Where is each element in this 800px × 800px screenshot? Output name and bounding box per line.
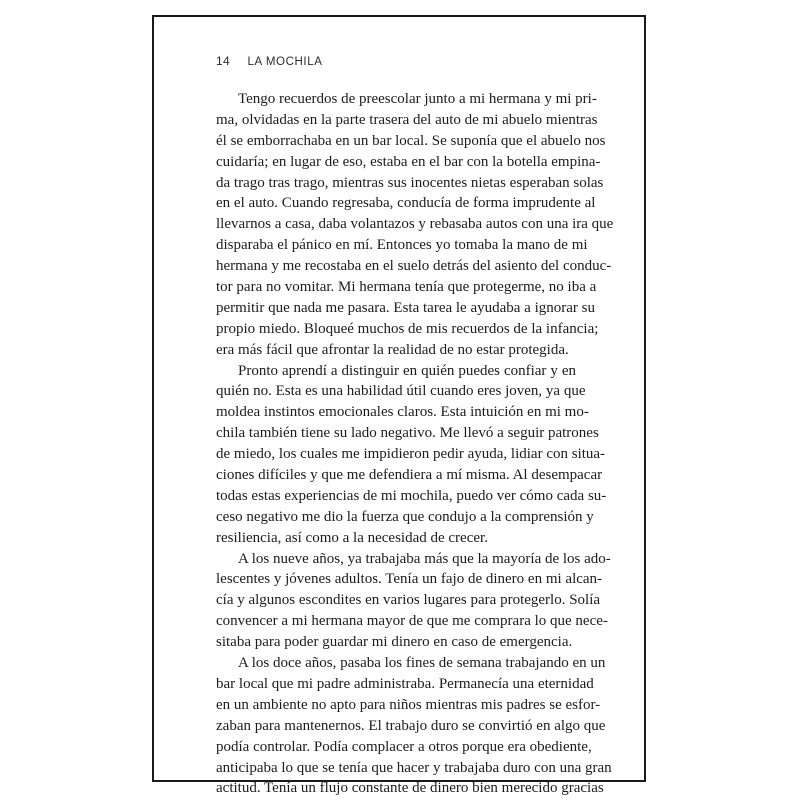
- text-line: era más fácil que afrontar la realidad de no estar protegida.: [216, 341, 569, 358]
- text-line: A los nueve años, ya trabajaba más que la mayoría de los ado-: [238, 550, 611, 567]
- text-line: podía controlar. Podía complacer a otros porque era obediente,: [216, 738, 592, 755]
- text-line: chila también tiene su lado negativo. Me llevó a seguir patrones: [216, 425, 599, 442]
- text-line: hermana y me recostaba en el suelo detrás del asiento del conduc-: [216, 258, 612, 275]
- text-line: ma, olvidadas en la parte trasera del auto de mi abuelo mientras: [216, 111, 598, 128]
- text-line: disparaba el pánico en mí. Entonces yo tomaba la mano de mi: [216, 237, 588, 254]
- text-line: en un ambiente no apto para niños mientras mis padres se esfor-: [216, 696, 601, 713]
- book-title: LA MOCHILA: [247, 56, 323, 68]
- text-line: cuidaría; en lugar de eso, estaba en el bar con la botella empina-: [216, 153, 601, 170]
- text-line: permitir que nada me pasara. Esta tarea le ayudaba a ignorar su: [216, 299, 595, 316]
- text-line: cía y algunos escondites en varios lugares para protegerlo. Solía: [216, 592, 601, 609]
- text-line: convencer a mi hermana mayor de que me comprara lo que nece-: [216, 613, 608, 630]
- text-line: moldea instintos emocionales claros. Esta intuición en mi mo-: [216, 404, 589, 421]
- running-head: [216, 54, 322, 68]
- text-line: todas estas experiencias de mi mochila, puedo ver cómo cada su-: [216, 487, 607, 504]
- text-line: A los doce años, pasaba los fines de semana trabajando en un: [238, 655, 606, 672]
- text-line: actitud. Tenía un flujo constante de dinero bien merecido gracias: [216, 780, 604, 797]
- text-line: llevarnos a casa, daba volantazos y rebasaba autos con una ira que: [216, 216, 614, 233]
- text-line: zaban para mantenernos. El trabajo duro se convirtió en algo que: [216, 717, 606, 734]
- book-page: [152, 15, 646, 797]
- paragraph: [216, 361, 607, 549]
- text-line: tor para no vomitar. Mi hermana tenía que protegerme, no iba a: [216, 279, 597, 296]
- text-line: bar local que mi padre administraba. Permanecía una eternidad: [216, 675, 594, 692]
- text-line: quién no. Esta es una habilidad útil cuando eres joven, ya que: [216, 383, 586, 400]
- text-line: Tengo recuerdos de preescolar junto a mi hermana y mi pri-: [238, 91, 597, 107]
- text-line: sitaba para poder guardar mi dinero en caso de emergencia.: [216, 634, 573, 651]
- text-line: en el auto. Cuando regresaba, conducía de forma imprudente al: [216, 195, 596, 212]
- text-line: lescentes y jóvenes adultos. Tenía un fajo de dinero en mi alcan-: [216, 571, 603, 588]
- text-line: anticipaba lo que se tenía que hacer y trabajaba duro con una gran: [216, 759, 612, 776]
- body-text: [216, 89, 614, 799]
- text-line: él se emborrachaba en un bar local. Se suponía que el abuelo nos: [216, 132, 606, 149]
- text-line: Pronto aprendí a distinguir en quién puedes confiar y en: [238, 362, 576, 379]
- text-line: propio miedo. Bloqueé muchos de mis recuerdos de la infancia;: [216, 320, 599, 337]
- text-line: de miedo, los cuales me impidieron pedir ayuda, lidiar con situa-: [216, 446, 606, 463]
- paragraph: [216, 549, 611, 653]
- text-line: ciones difíciles y que me defendiera a mí misma. Al desempacar: [216, 467, 603, 484]
- page-number: 14: [216, 54, 230, 68]
- text-line: resiliencia, así como a la necesidad de crecer.: [216, 529, 488, 546]
- paragraph: [216, 653, 612, 799]
- paragraph: [216, 89, 614, 361]
- text-line: ceso negativo me dio la fuerza que condujo a la comprensión y: [216, 508, 594, 525]
- text-line: da trago tras trago, mientras sus inocentes nietas esperaban solas: [216, 174, 604, 191]
